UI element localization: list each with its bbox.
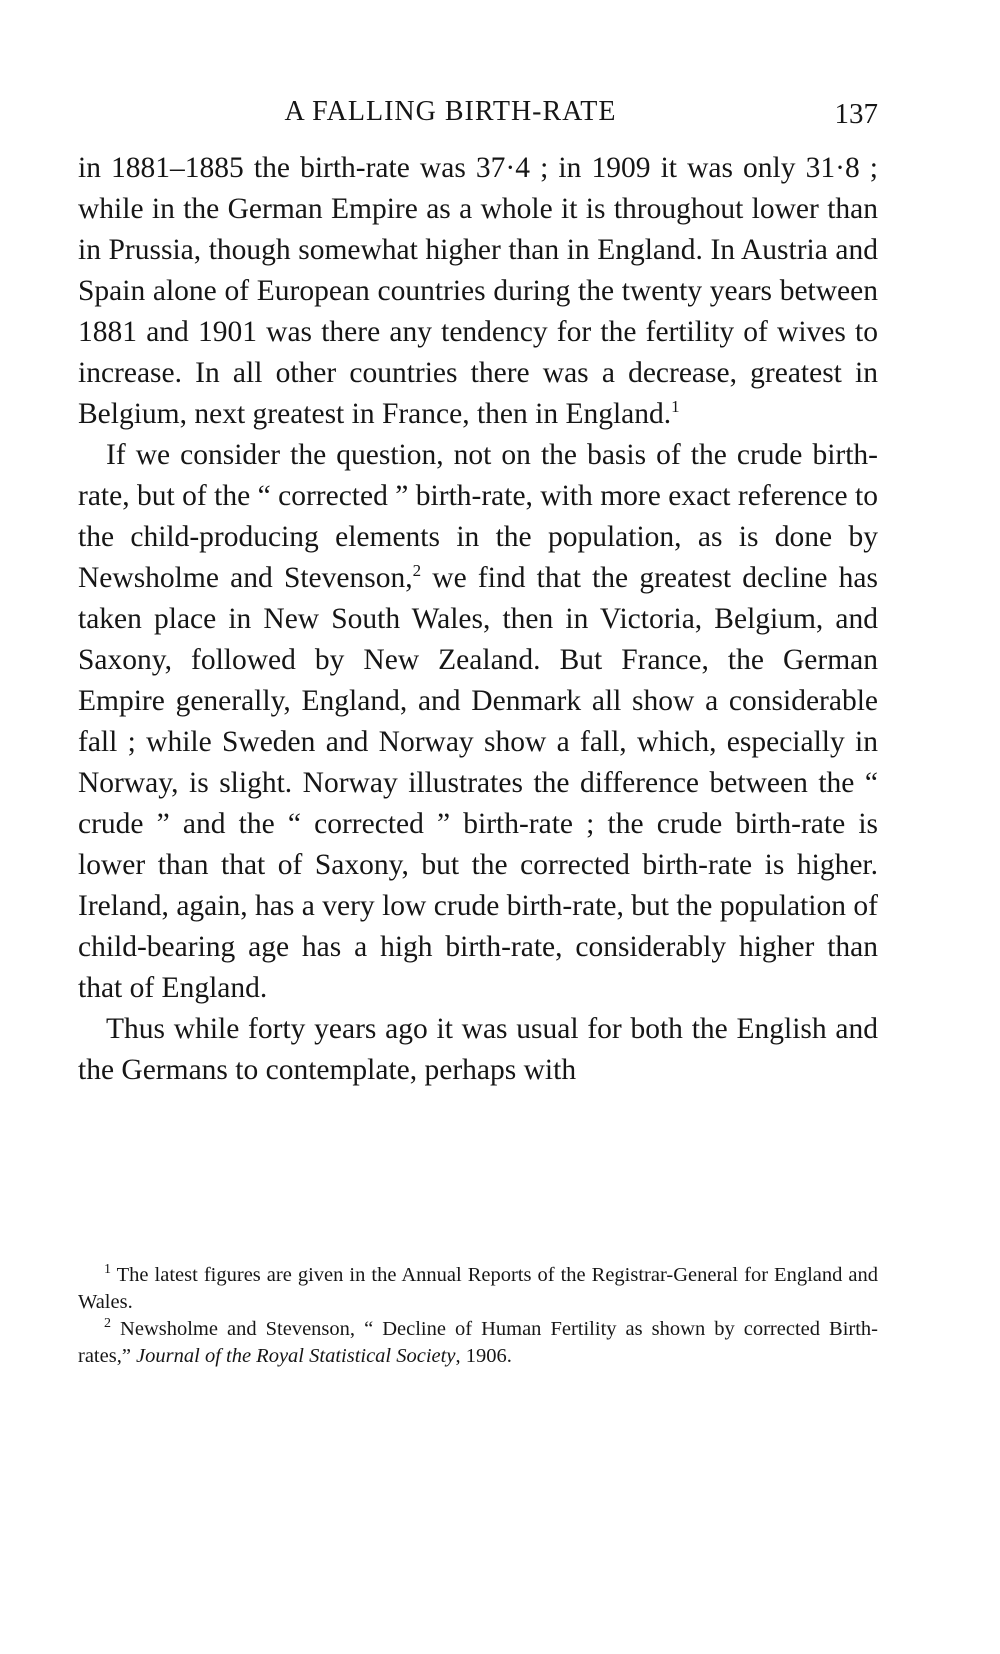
footnote-2-mark: 2 (104, 1316, 111, 1332)
footnote-ref-1: 1 (671, 397, 680, 417)
paragraph-3 (78, 1009, 878, 1091)
footnote-1-text: The latest figures are given in the Annual Reports of the Registrar-General for England and Wales. (78, 1264, 878, 1313)
body-text (78, 148, 878, 1091)
footnote-2-tail: , 1906. (455, 1345, 512, 1367)
paragraph-2-text-b: we find that the greatest decline has taken place in New South Wales, then in Victoria, Belgium, and Saxony, followed by New Zealand. But France, the German Empire generally, England, and Denmark all show a considerable fall ; while Sweden and Norway show a fall, which, especially in Norway, is slight. Norway illustrates the difference between the “ crude ” and the “ corrected ” birth-rate ; the crude birth-rate is lower than that of Saxony, but the corrected birth-rate is higher. Ireland, again, has a very low crude birth-rate, but the population of child-bearing age has a high birth-rate, considerably higher than that of England. (78, 562, 879, 1004)
running-head (78, 96, 878, 136)
footnote-2 (78, 1316, 878, 1370)
paragraph-1-text: in 1881–1885 the birth-rate was 37·4 ; in 1909 it was only 31·8 ; while in the German Empire as a whole it is throughout lower than in Prussia, though somewhat higher than in England. In Austria and Spain alone of European countries during the twenty years between 1881 and 1901 was there any tendency for the fertility of wives to increase. In all other countries there was a decrease, greatest in Belgium, next greatest in France, then in England. (78, 152, 878, 430)
paragraph-3-text: Thus while forty years ago it was usual for both the English and the Germans to contemplate, perhaps with (78, 1013, 878, 1086)
footnote-1 (78, 1262, 878, 1316)
footnote-2-text: Newsholme and Stevenson, “ Decline of Human Fertility as shown by corrected Birth-rates,” (78, 1318, 878, 1367)
paragraph-2-text-a: If we consider the question, not on the basis of the crude birth-rate, but of the “ corrected ” birth-rate, with more exact reference to the child-producing elements in the population, as is done by Newsholme and Stevenson, (78, 439, 878, 594)
running-title: A FALLING BIRTH-RATE (284, 96, 617, 127)
footnote-2-journal: Journal of the Royal Statistical Society (136, 1345, 456, 1367)
paragraph-1 (78, 148, 878, 435)
footnote-ref-2: 2 (412, 561, 422, 581)
page-number: 137 (834, 98, 878, 130)
footnotes (78, 1262, 878, 1370)
footnote-1-mark: 1 (104, 1262, 111, 1278)
paragraph-2 (78, 435, 878, 1009)
